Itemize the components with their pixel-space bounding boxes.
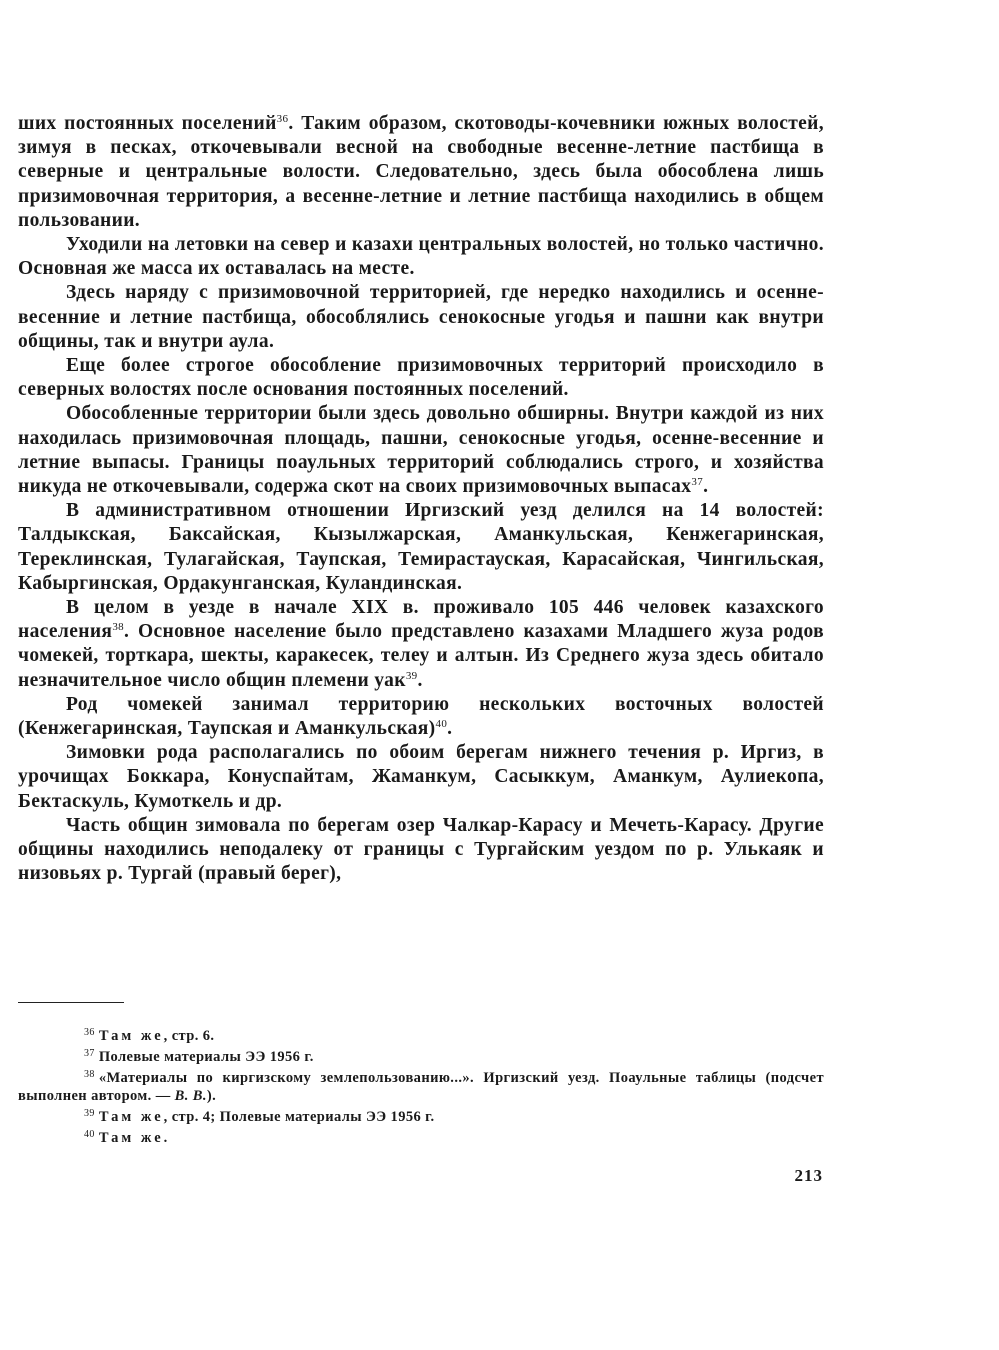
paragraph: [18, 499, 824, 596]
spaced-text: Там же: [98, 1028, 164, 1044]
text-run: «Материалы по киргизскому землепользованию...». Иргизский уезд. Поаульные таблицы (подсчет выполнен автором. —: [18, 1070, 824, 1104]
text-run: Здесь наряду с призимовочной территорией, где нередко находились и осенне-весенние и летние пастбища, обособлялись сенокосные угодья и пашни как внутри общины, так и внутри аула.: [18, 282, 824, 352]
footnote-number: 38: [84, 1069, 95, 1080]
paragraph: [18, 281, 824, 354]
page-number: 213: [794, 1166, 823, 1185]
footnotes: [18, 1024, 824, 1147]
text-run: .: [163, 1130, 168, 1146]
paragraph: [18, 354, 824, 402]
text-run: .: [417, 669, 423, 691]
footnote: [18, 1126, 824, 1147]
text-run: В административном отношении Иргизский уезд делился на 14 волостей: Талдыкская, Баксайская, Кызылжарская, Аманкульская, Кенжегаринская, Тереклинская, Тулагайская, Таупская, Темирастауская, Карасайская, Чингильская, Кабыргинская, Ордакунганская, Куландинская.: [18, 500, 824, 594]
paragraph: [18, 596, 824, 693]
paragraph: [18, 402, 824, 499]
text-run: ).: [206, 1088, 217, 1104]
author-initials: В. В.: [174, 1088, 207, 1104]
text-run: ших постоянных поселений: [18, 113, 277, 134]
text-run: .: [703, 476, 709, 498]
spaced-text: Там же: [98, 1130, 164, 1146]
text-run: Часть общин зимовала по берегам озер Чалкар-Карасу и Мечеть-Карасу. Другие общины находились неподалеку от границы с Тургайским уездом по р. Улькаяк и низовьях р. Тургай (правый берег),: [18, 814, 824, 885]
footnote-ref: 36: [276, 113, 289, 125]
text-run: Уходили на летовки на север и казахи центральных волостей, но только частично. Основная же масса их оставалась на месте.: [18, 234, 824, 280]
footnote: [18, 1024, 824, 1045]
footnote-ref: 39: [405, 669, 418, 682]
footnote-number: 37: [84, 1048, 95, 1059]
text-run: В целом в уезде в начале XIX в. проживало 105 446 человек казахского населения: [18, 597, 824, 643]
footnote-ref: 40: [435, 718, 448, 731]
text-run: , стр. 4; Полевые материалы ЭЭ 1956 г.: [163, 1109, 435, 1125]
text-run: . Основное население было представлено казахами Младшего жуза родов чомекей, торткара, шекты, каракесек, телеу и алтын. Из Среднего жуза здесь обитало незначительное число общин племени уак: [18, 621, 824, 691]
footnote: [18, 1105, 824, 1126]
footnote-separator: [18, 1002, 124, 1003]
text-run: Род чомекей занимал территорию нескольких восточных волостей (Кенжегаринская, Таупская и Аманкульская): [18, 693, 824, 740]
footnote-number: 36: [84, 1027, 95, 1038]
paragraph: [18, 233, 824, 281]
text-run: Зимовки рода располагались по обоим берегам нижнего течения р. Иргиз, в урочищах Боккара, Конуспайтам, Жаманкум, Сасыккум, Аманкум, Аулиекопа, Бектаскуль, Кумоткель и др.: [18, 742, 824, 812]
footnote: [18, 1045, 824, 1066]
text-run: , стр. 6.: [163, 1028, 215, 1044]
paragraph: [18, 693, 824, 741]
paragraph: [18, 112, 824, 233]
text-run: Полевые материалы ЭЭ 1956 г.: [98, 1049, 314, 1065]
footnote: [18, 1066, 824, 1105]
main-text: [18, 112, 824, 887]
footnote-ref: 37: [691, 476, 704, 489]
text-run: Обособленные территории были здесь довольно обширны. Внутри каждой из них находилась призимовочная площадь, пашни, сенокосные угодья, осенне-весенние и летние выпасы. Границы поаульных территорий соблюдались строго, и хозяйства никуда не откочевывали, содержа скот на своих призимовочных выпасах: [18, 403, 824, 498]
spaced-text: Там же: [98, 1109, 164, 1125]
footnote-number: 39: [84, 1108, 95, 1119]
paragraph: [18, 741, 824, 814]
paragraph: [18, 814, 824, 887]
text-run: . Таким образом, скотоводы-кочевники южных волостей, зимуя в песках, откочевывали весной на свободные весенне-летние пастбища в северные и центральные волости. Следовательно, здесь была обособлена лишь призимовочная территория, а весенне-летние и летние пастбища находились в общем пользовании.: [18, 113, 824, 231]
footnote-number: 40: [84, 1129, 95, 1140]
text-run: .: [447, 718, 453, 740]
footnote-ref: 38: [112, 621, 125, 634]
text-run: Еще более строгое обособление призимовочных территорий происходило в северных волостях после основания постоянных поселений.: [18, 355, 824, 401]
